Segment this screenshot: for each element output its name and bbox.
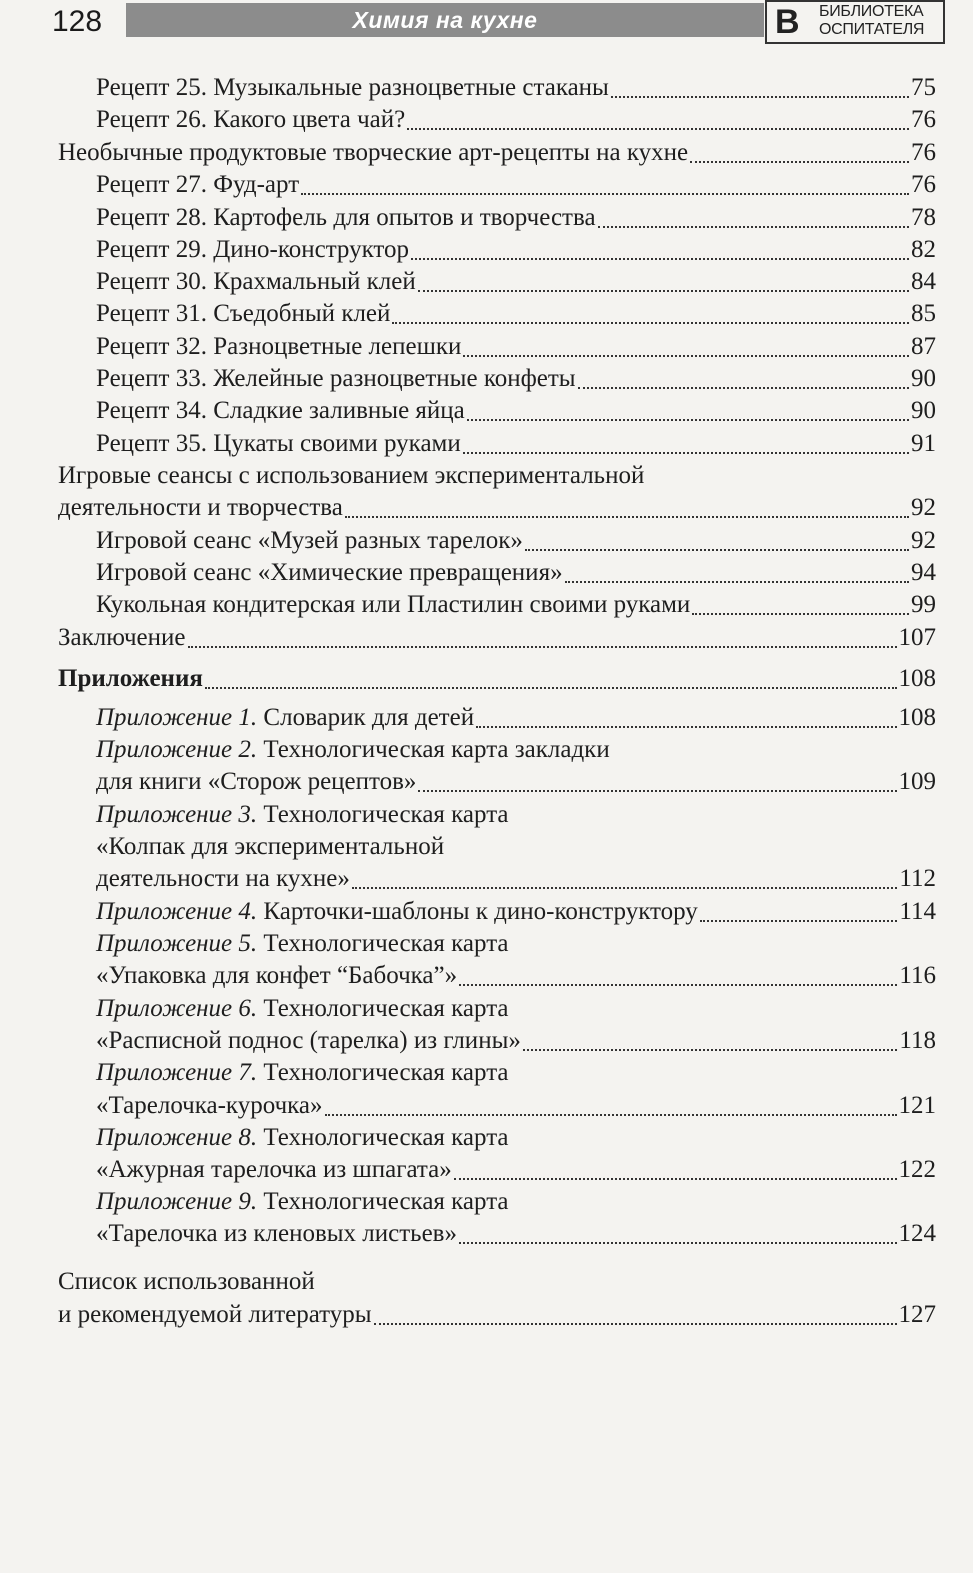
toc-entry: Рецепт 25. Музыкальные разноцветные стаканы 75	[96, 74, 936, 101]
running-title: Химия на кухне	[352, 7, 538, 33]
toc-entry: Рецепт 30. Крахмальный клей 84	[96, 268, 936, 295]
toc-appendix-line1: Приложение 6. Технологическая карта	[96, 995, 509, 1022]
toc-entry: Рецепт 31. Съедобный клей 85	[96, 300, 936, 327]
toc-appendix-line1: Приложение 3. Технологическая карта	[96, 801, 509, 828]
toc-entry: Рецепт 28. Картофель для опытов и творчества 78	[96, 204, 936, 231]
toc-appendix: Приложение 1. Словарик для детей 108	[96, 704, 936, 731]
toc-appendix-line1: Приложение 9. Технологическая карта	[96, 1188, 509, 1215]
toc-entry: Рецепт 26. Какого цвета чай? 76	[96, 106, 936, 133]
toc-entry: Игровой сеанс «Химические превращения» 94	[96, 559, 936, 586]
toc-section-line1: Игровые сеансы с использованием экспериментальной	[58, 462, 645, 489]
toc-appendix-line1: Приложение 5. Технологическая карта	[96, 930, 509, 957]
toc-entry: Кукольная кондитерская или Пластилин своими руками 99	[96, 591, 936, 618]
toc-section-appendices: Приложения 108	[58, 665, 936, 692]
toc-appendix-line2: «Колпак для экспериментальной	[96, 833, 445, 860]
toc-section: Заключение 107	[58, 624, 936, 651]
page-number: 128	[52, 5, 103, 38]
toc-section: деятельности и творчества 92	[58, 494, 936, 521]
toc-appendix: «Ажурная тарелочка из шпагата» 122	[96, 1156, 936, 1183]
toc-appendix: для книги «Сторож рецептов» 109	[96, 768, 936, 795]
toc-appendix-line1: Приложение 8. Технологическая карта	[96, 1124, 509, 1151]
toc-appendix-line1: Приложение 2. Технологическая карта закладки	[96, 736, 610, 763]
toc-appendix: «Тарелочка-курочка» 121	[96, 1092, 936, 1119]
toc-section: Необычные продуктовые творческие арт-рецепты на кухне 76	[58, 139, 936, 166]
toc-appendix-line1: Приложение 7. Технологическая карта	[96, 1059, 509, 1086]
toc-entry: Игровой сеанс «Музей разных тарелок» 92	[96, 527, 936, 554]
toc-entry: Рецепт 27. Фуд-арт 76	[96, 171, 936, 198]
toc-entry: Рецепт 32. Разноцветные лепешки 87	[96, 333, 936, 360]
toc-entry: Рецепт 34. Сладкие заливные яйца 90	[96, 397, 936, 424]
toc-appendix: «Расписной поднос (тарелка) из глины» 118	[96, 1027, 936, 1054]
toc-appendix: деятельности на кухне» 112	[96, 865, 936, 892]
toc-literature-line1: Список использованной	[58, 1268, 315, 1295]
series-letter: В	[775, 3, 800, 41]
toc-entry: Рецепт 35. Цукаты своими руками 91	[96, 430, 936, 457]
toc-appendix: «Тарелочка из кленовых листьев» 124	[96, 1220, 936, 1247]
toc-literature: и рекомендуемой литературы 127	[58, 1301, 936, 1328]
series-name-line2: ОСПИТАТЕЛЯ	[819, 21, 925, 38]
toc-entry: Рецепт 33. Желейные разноцветные конфеты 90	[96, 365, 936, 392]
toc-appendix: «Упаковка для конфет “Бабочка”» 116	[96, 962, 936, 989]
series-name-line1: БИБЛИОТЕКА	[819, 3, 924, 20]
toc-appendix: Приложение 4. Карточки-шаблоны к дино-конструктору 114	[96, 898, 936, 925]
toc-entry: Рецепт 29. Дино-конструктор 82	[96, 236, 936, 263]
